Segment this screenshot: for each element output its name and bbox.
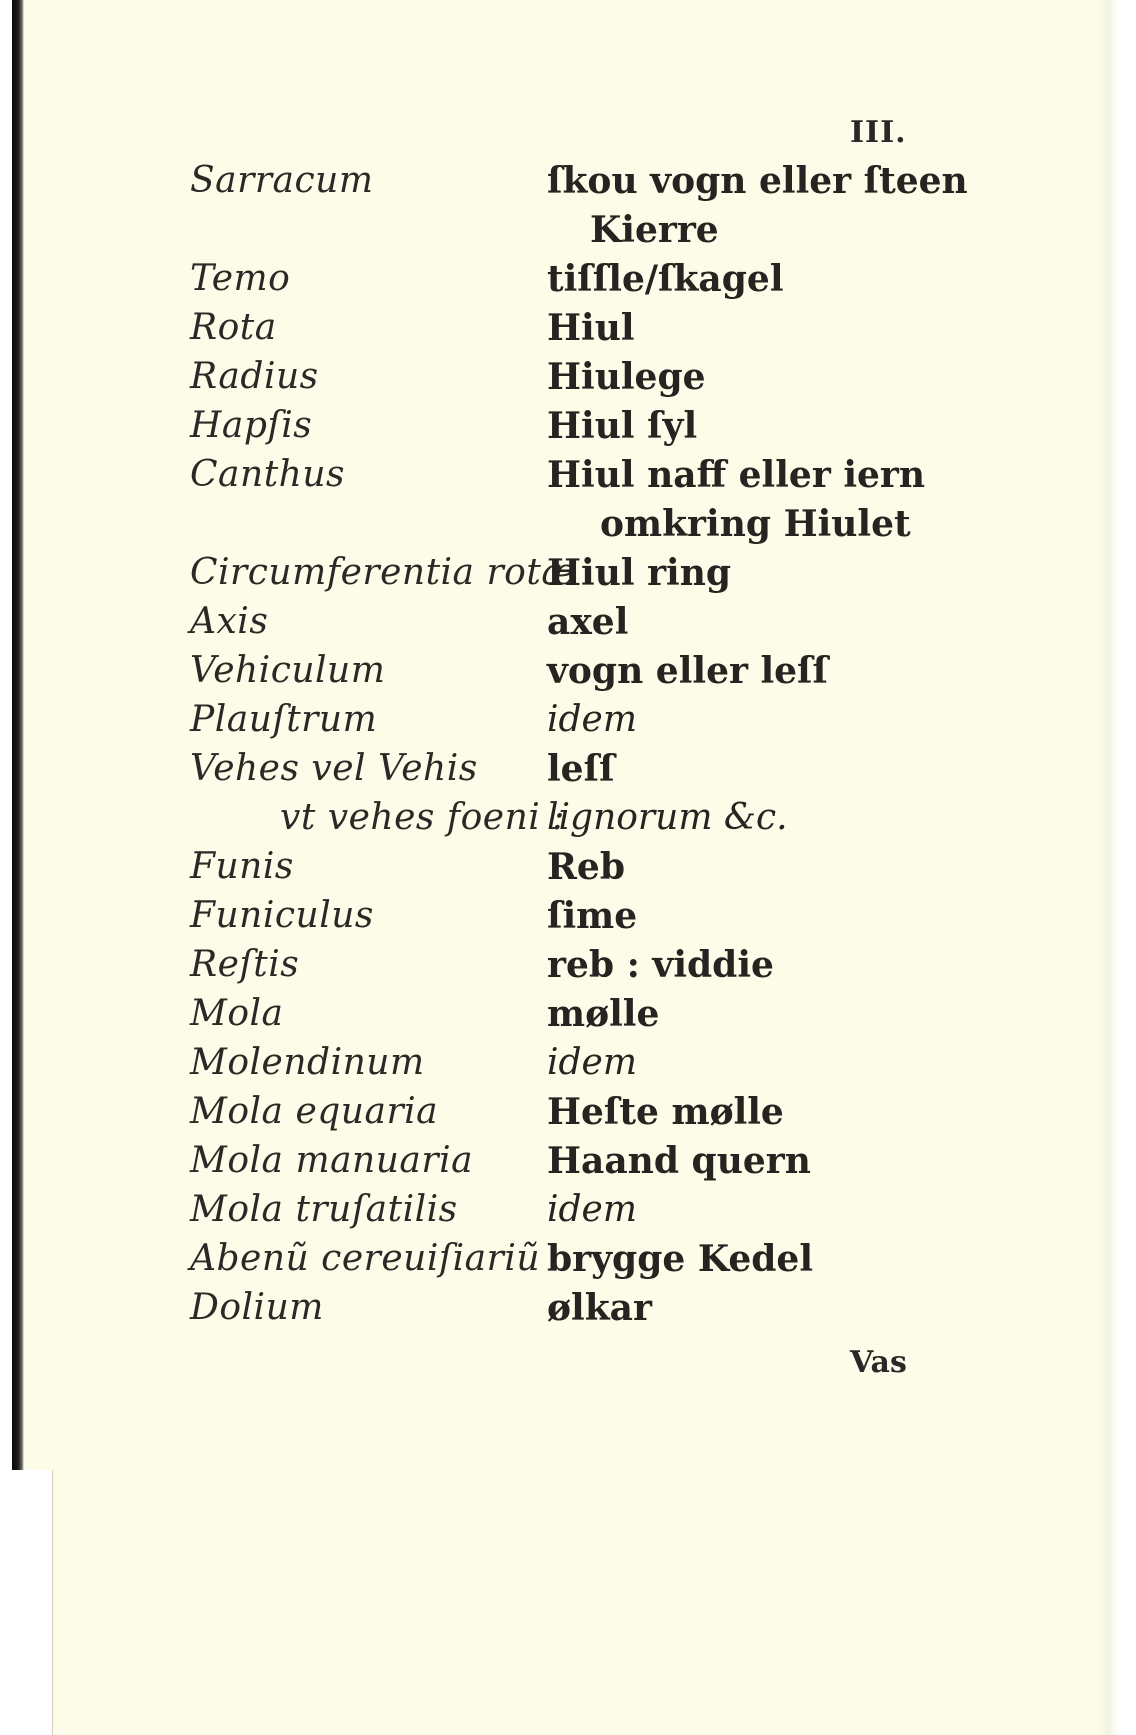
danish-gloss: reb : viddie: [547, 944, 774, 986]
folio-number: III.: [850, 115, 907, 150]
entry-row: [12, 160, 1118, 208]
danish-gloss: idem: [547, 1042, 637, 1083]
entry-row: [12, 1238, 1118, 1286]
latin-term: Molendinum: [190, 1042, 425, 1083]
danish-gloss: leſſ: [547, 748, 615, 790]
page-tab-notch: [12, 1470, 53, 1735]
entry-row: [12, 503, 1118, 551]
danish-gloss: axel: [547, 601, 629, 643]
danish-gloss: lignorum &c.: [547, 797, 788, 838]
latin-term: Vehes vel Vehis: [190, 748, 478, 789]
latin-term: Temo: [190, 258, 291, 299]
entry-row: [12, 209, 1118, 257]
entry-row: [12, 699, 1118, 747]
entry-row: [12, 895, 1118, 943]
danish-gloss: Haand quern: [547, 1140, 811, 1182]
latin-term: Sarracum: [190, 160, 374, 201]
latin-term: Axis: [190, 601, 269, 642]
entry-row: [12, 1091, 1118, 1139]
danish-gloss: tiſſle/ſkagel: [547, 258, 784, 300]
latin-term: Mola manuaria: [190, 1140, 474, 1181]
entry-row: [12, 356, 1118, 404]
entry-row: [12, 748, 1118, 796]
entry-row: [12, 1140, 1118, 1188]
latin-term: Dolium: [190, 1287, 324, 1328]
latin-term: Circumferentia rotæ: [190, 552, 576, 593]
danish-gloss: Hiul: [547, 307, 635, 349]
danish-gloss: ølkar: [547, 1287, 652, 1329]
danish-gloss: idem: [547, 1189, 637, 1230]
danish-gloss: vogn eller leſſ: [547, 650, 829, 692]
latin-term: Hapſis: [190, 405, 313, 446]
danish-gloss: mølle: [547, 993, 660, 1035]
latin-term: Mola truſatilis: [190, 1189, 458, 1230]
danish-gloss: Heſte mølle: [547, 1091, 784, 1133]
danish-gloss: idem: [547, 699, 637, 740]
book-page: [12, 0, 1118, 1735]
latin-term: Mola: [190, 993, 284, 1034]
latin-term: Vehiculum: [190, 650, 386, 691]
entry-row: [12, 307, 1118, 355]
entry-row: [12, 258, 1118, 306]
danish-gloss: Hiulege: [547, 356, 706, 398]
danish-gloss: Reb: [547, 846, 625, 888]
latin-term: Mola equaria: [190, 1091, 439, 1132]
danish-gloss: Hiul ring: [547, 552, 732, 594]
entry-row: [12, 797, 1118, 845]
latin-term: Canthus: [190, 454, 346, 495]
catchword: Vas: [850, 1345, 907, 1380]
entry-row: [12, 944, 1118, 992]
latin-term: Funiculus: [190, 895, 374, 936]
latin-term: Rota: [190, 307, 277, 348]
danish-gloss: ſkou vogn eller ſteen: [547, 160, 968, 202]
entry-row: [12, 405, 1118, 453]
danish-gloss: Hiul naff eller iern: [547, 454, 926, 496]
danish-gloss: brygge Kedel: [547, 1238, 813, 1280]
entry-row: [12, 1189, 1118, 1237]
entry-row: [12, 454, 1118, 502]
entry-row: [12, 650, 1118, 698]
latin-term: Abenũ cereuiſiariũ: [190, 1238, 541, 1279]
latin-term: vt vehes foeni :: [280, 797, 565, 838]
danish-gloss: ſime: [547, 895, 638, 937]
entry-row: [12, 993, 1118, 1041]
danish-gloss: Kierre: [590, 209, 719, 251]
entry-row: [12, 846, 1118, 894]
latin-term: Radius: [190, 356, 319, 397]
entry-row: [12, 601, 1118, 649]
entry-row: [12, 552, 1118, 600]
latin-term: Funis: [190, 846, 294, 887]
danish-gloss: omkring Hiulet: [600, 503, 911, 545]
latin-term: Plauſtrum: [190, 699, 378, 740]
entry-row: [12, 1287, 1118, 1335]
latin-term: Reſtis: [190, 944, 300, 985]
danish-gloss: Hiul ſyl: [547, 405, 698, 447]
entry-row: [12, 1042, 1118, 1090]
